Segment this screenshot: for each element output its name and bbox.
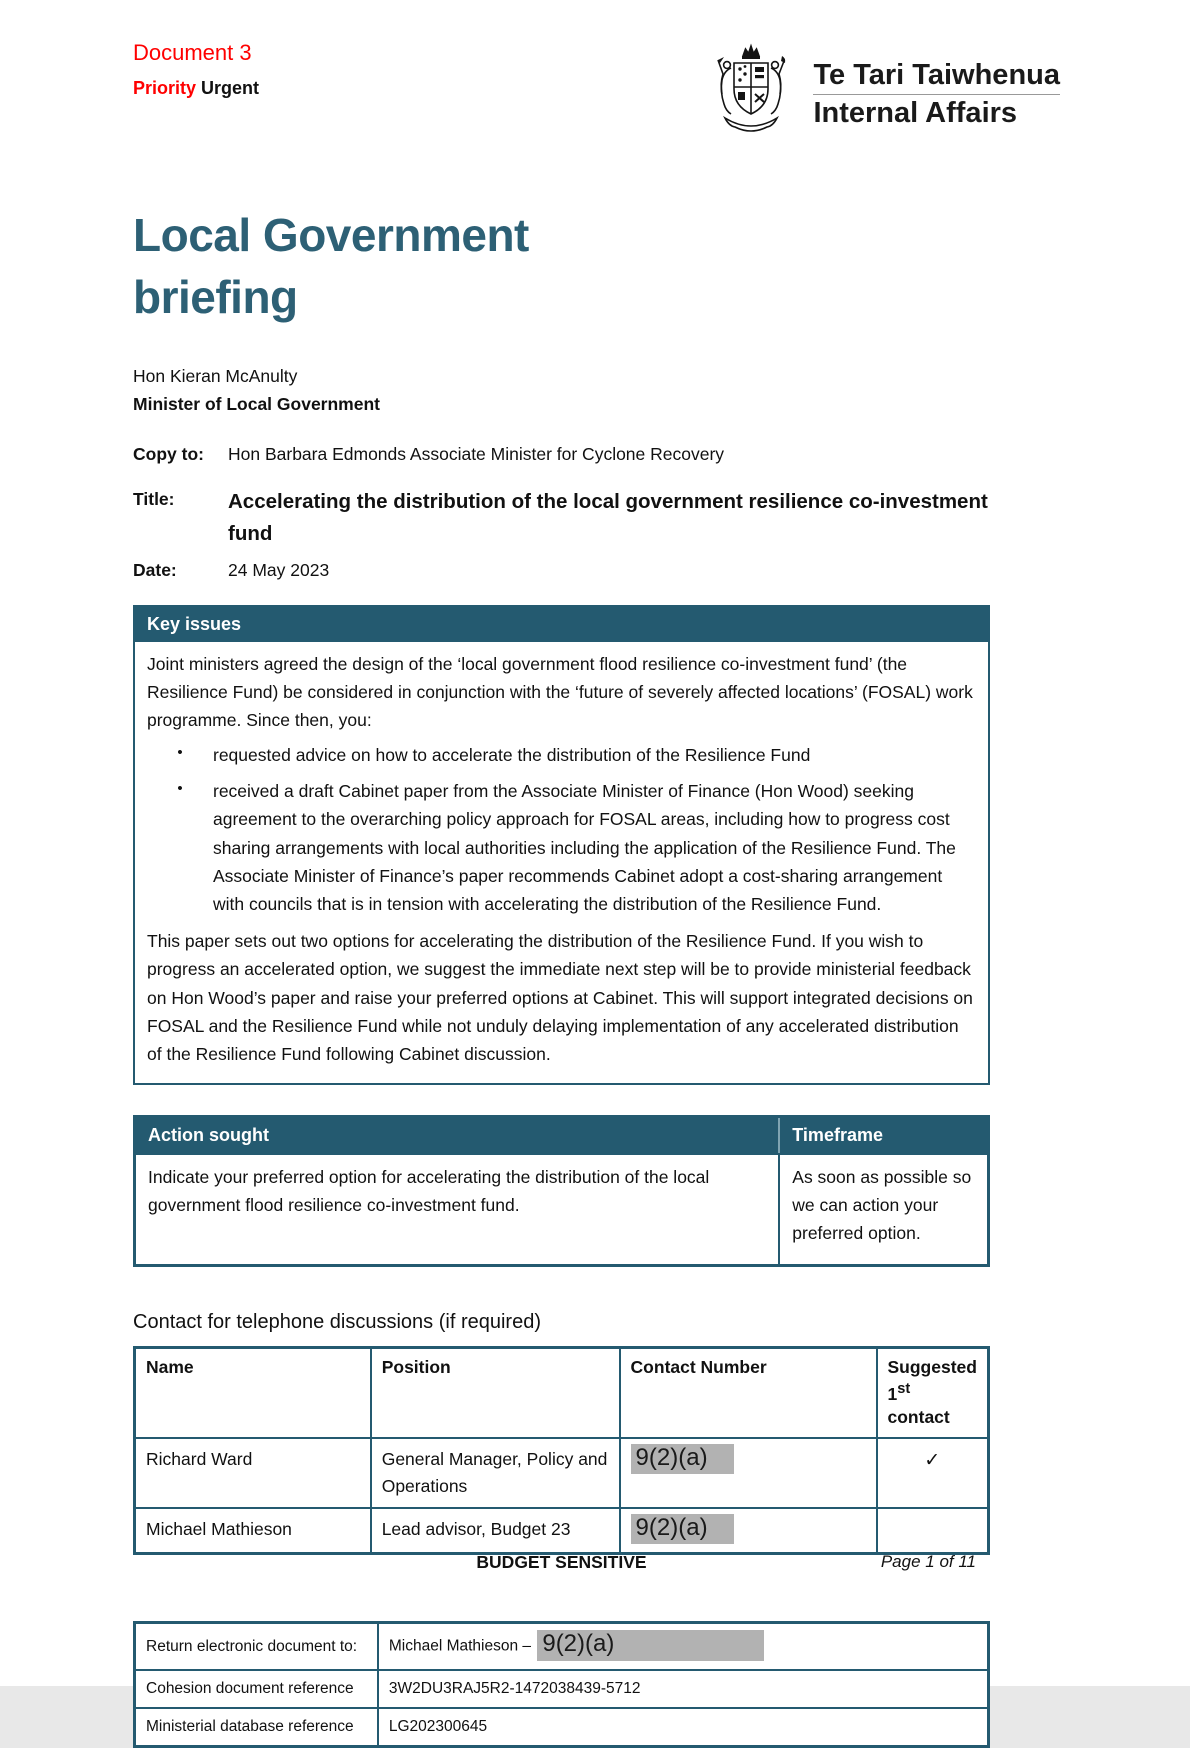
- agency-name: [813, 58, 1060, 130]
- key-issues-closing: This paper sets out two options for accelerating the distribution of the Resilience Fund. If you wish to progress an accelerated option, we suggest the immediate next step will be to provide ministerial feedback on Hon Wood’s paper and raise your preferred options at Cabinet. This will support integrated decisions on FOSAL and the Resilience Fund while not unduly delaying implementation of any accelerated distribution of the Resilience Fund following Cabinet discussion.: [147, 930, 973, 1065]
- contact-name-cell: Richard Ward: [135, 1438, 371, 1508]
- timeframe-cell: As soon as possible so we can action your preferred option.: [779, 1154, 988, 1266]
- contact-section-heading: Contact for telephone discussions (if required): [133, 1311, 541, 1334]
- key-issues-intro: Joint ministers agreed the design of the ‘local government flood resilience co-investment fund’ (the Resilience Fund) be considered in conjunction with the ‘future of severely affected locations’ (FOSAL) work programme. Since then, you:: [147, 653, 973, 731]
- key-issues-bullet-list: [147, 741, 976, 919]
- contact-number-column-header: Contact Number: [620, 1348, 877, 1438]
- return-document-name: Michael Mathieson –: [388, 1637, 536, 1655]
- nz-coat-of-arms-icon: [703, 42, 799, 146]
- first-contact-checkmark-cell: ✓: [877, 1438, 989, 1508]
- timeframe-header: Timeframe: [779, 1116, 988, 1154]
- contact-number-cell: [620, 1508, 877, 1554]
- return-document-label: Return electronic document to:: [135, 1623, 378, 1670]
- first-contact-checkmark-cell: [877, 1508, 989, 1554]
- date-value: 24 May 2023: [228, 559, 330, 580]
- table-row: [135, 1508, 989, 1554]
- agency-name-english: Internal Affairs: [813, 97, 1018, 129]
- suggested-contact-column-header: [877, 1348, 989, 1438]
- key-issues-header: Key issues: [135, 607, 988, 642]
- title-value: Accelerating the distribution of the local government resilience co-investment fund: [228, 490, 988, 545]
- bullet-glyph: •: [177, 743, 183, 761]
- suggested-rest: contact: [887, 1407, 950, 1428]
- key-issues-box: [133, 605, 990, 1085]
- contact-position-cell: Lead advisor, Budget 23: [371, 1508, 620, 1554]
- copy-to-row: [133, 444, 990, 465]
- priority-value: Urgent: [201, 78, 260, 99]
- contact-position-cell: General Manager, Policy and Operations: [371, 1438, 620, 1508]
- addressee-role: Minister of Local Government: [133, 394, 380, 415]
- action-sought-table: [133, 1115, 990, 1268]
- return-document-value: [378, 1623, 989, 1670]
- table-header-row: [135, 1116, 989, 1154]
- agency-name-maori: Te Tari Taiwhenua: [813, 58, 1060, 95]
- title-label: Title:: [133, 489, 175, 510]
- date-label: Date:: [133, 559, 177, 580]
- bullet-text: received a draft Cabinet paper from the Associate Minister of Finance (Hon Wood) seeking agreement to the overarching policy approach for FOSAL areas, including how to progress cost sharing arrangements with local authorities including the application of the Resilience Fund. The Associate Minister of Finance’s paper recommends Cabinet adopt a cost-sharing arrangement with councils that is in tension with accelerating the distribution of the Resilience Fund.: [213, 781, 956, 915]
- bullet-glyph: •: [177, 780, 183, 798]
- action-sought-cell: Indicate your preferred option for accelerating the distribution of the local government flood resilience co-investment fund.: [135, 1154, 780, 1266]
- agency-logo: [703, 42, 1060, 146]
- list-item: [147, 741, 976, 769]
- redaction-badge: 9(2)(a): [631, 1514, 734, 1544]
- copy-to-value: Hon Barbara Edmonds Associate Minister for Cyclone Recovery: [228, 444, 725, 465]
- bullet-text: requested advice on how to accelerate the distribution of the Resilience Fund: [213, 744, 811, 765]
- contact-number-cell: [620, 1438, 877, 1508]
- page-title: Local Government briefing: [133, 209, 529, 324]
- date-row: [133, 560, 990, 581]
- table-header-row: [135, 1348, 989, 1438]
- addressee-block: [133, 362, 990, 418]
- priority-label: Priority: [133, 78, 197, 99]
- classification-label: BUDGET SENSITIVE: [476, 1552, 647, 1572]
- title-row: [133, 489, 990, 550]
- priority-line: [133, 78, 259, 99]
- key-issues-body: [135, 642, 988, 1083]
- document-references-table: [133, 1621, 990, 1748]
- name-column-header: Name: [135, 1348, 371, 1438]
- page-footer: [133, 1552, 990, 1572]
- list-item: [147, 777, 976, 919]
- suggested-word: Suggested: [887, 1357, 977, 1378]
- table-row: [135, 1438, 989, 1508]
- copy-to-label: Copy to:: [133, 444, 204, 465]
- suggested-number: 1: [887, 1383, 898, 1404]
- header-left: [133, 40, 259, 99]
- document-header: [133, 40, 1060, 146]
- table-row: [135, 1623, 989, 1670]
- table-row: [135, 1154, 989, 1266]
- table-row: [135, 1708, 989, 1747]
- cohesion-reference-label: Cohesion document reference: [135, 1670, 378, 1708]
- contact-table: [133, 1346, 990, 1555]
- table-row: [135, 1670, 989, 1708]
- redaction-badge: 9(2)(a): [631, 1444, 734, 1474]
- suggested-ordinal: st: [897, 1380, 911, 1397]
- document-number-label: Document 3: [133, 40, 252, 65]
- position-column-header: Position: [371, 1348, 620, 1438]
- addressee-name: Hon Kieran McAnulty: [133, 366, 298, 387]
- contact-name-cell: Michael Mathieson: [135, 1508, 371, 1554]
- ministerial-reference-value: LG202300645: [378, 1708, 989, 1747]
- redaction-badge: 9(2)(a): [537, 1630, 764, 1660]
- cohesion-reference-value: 3W2DU3RAJ5R2-1472038439-5712: [378, 1670, 989, 1708]
- action-sought-header: Action sought: [135, 1116, 780, 1154]
- page-number: Page 1 of 11: [880, 1552, 976, 1571]
- ministerial-reference-label: Ministerial database reference: [135, 1708, 378, 1747]
